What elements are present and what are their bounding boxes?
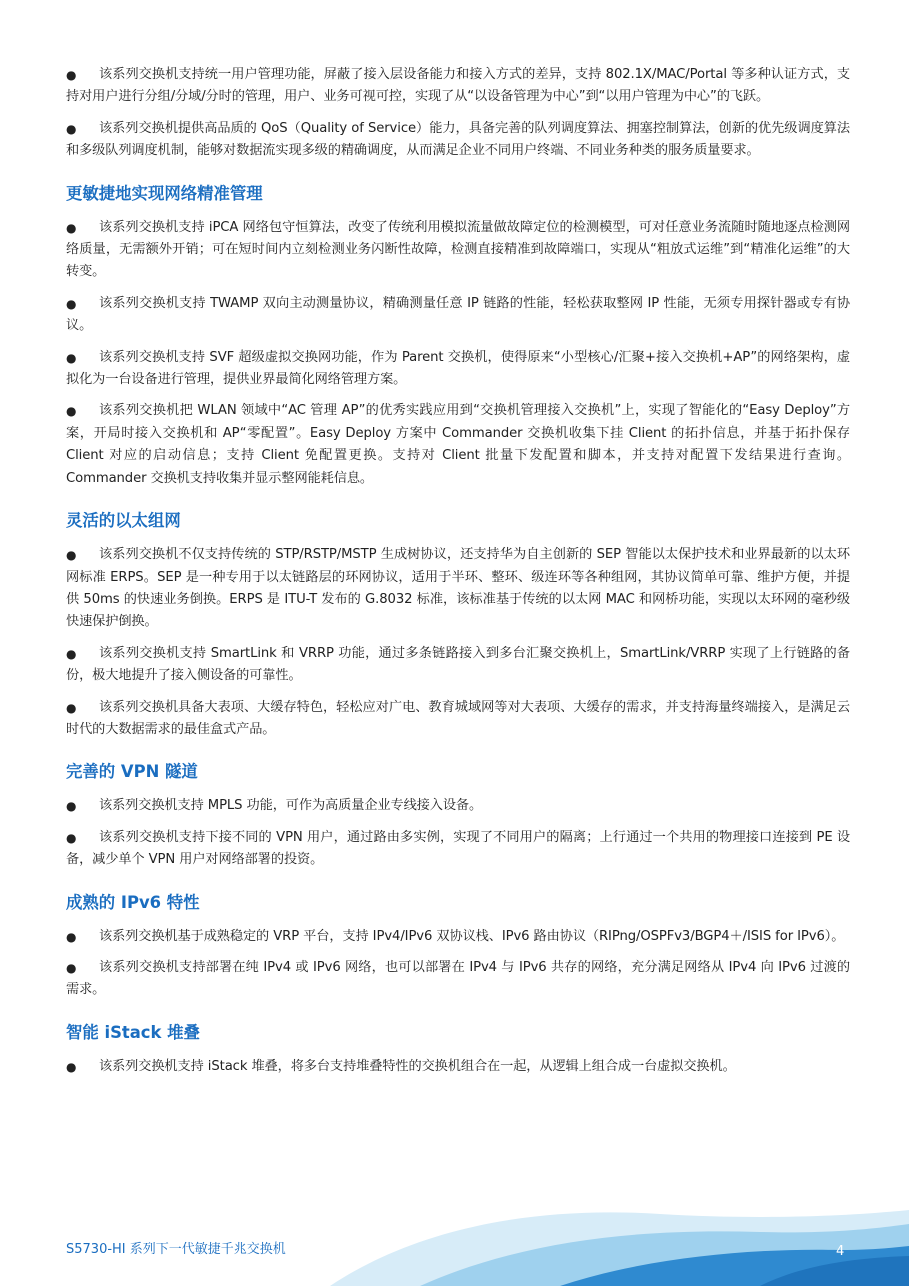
bullet-text: 该系列交换机不仅支持传统的 STP/RSTP/MSTP 生成树协议，还支持华为自主创新的 SEP 智能以太保护技术和业界最新的以太环网标准 ERPS。SEP 是一种专用于以太链路层的环网协议，适用于半环、整环、级连环等各种组网，其协议简单可靠、维护方便，并提供 50ms 的快速业务倒换。ERPS 是 ITU-T 发布的 G.8032 标准，该标准基于传统的以太网 MAC 和网桥功能，实现以太环网的毫秒级快速保护倒换。: [66, 547, 850, 630]
bullet-dot-icon: ●: [66, 350, 77, 365]
bullet-item: [66, 217, 850, 284]
bullet-item: [66, 400, 850, 490]
section-ipv6: [66, 890, 850, 1002]
footer-product-title: S5730-HI 系列下一代敏捷千兆交换机: [66, 1242, 286, 1257]
bullet-dot-icon: ●: [66, 296, 77, 311]
bullet-item: [66, 544, 850, 634]
bullet-item: [66, 827, 850, 872]
bullet-text: 该系列交换机支持 TWAMP 双向主动测量协议，精确测量任意 IP 链路的性能，轻松获取整网 IP 性能，无须专用探针器或专有协议。: [66, 295, 850, 334]
bullet-text: 该系列交换机支持部署在纯 IPv4 或 IPv6 网络，也可以部署在 IPv4 与 IPv6 共存的网络，充分满足网络从 IPv4 向 IPv6 过渡的需求。: [66, 959, 850, 998]
bullet-dot-icon: ●: [66, 220, 77, 235]
page-number: 4: [836, 1244, 845, 1259]
section-heading: 灵活的以太组网: [66, 511, 181, 531]
bullet-dot-icon: ●: [66, 121, 77, 136]
section-ethernet: [66, 508, 850, 741]
document-body: [66, 64, 850, 1087]
bullet-text: 该系列交换机具备大表项、大缓存特色，轻松应对广电、教育城域网等对大表项、大缓存的需求，并支持海量终端接入，是满足云时代的大数据需求的最佳盒式产品。: [66, 699, 850, 737]
bullet-dot-icon: ●: [66, 646, 77, 661]
bullet-text: 该系列交换机基于成熟稳定的 VRP 平台，支持 IPv4/IPv6 双协议栈、IPv6 路由协议（RIPng/OSPFv3/BGP4＋/ISIS for IPv6）。: [99, 928, 845, 944]
bullet-dot-icon: ●: [66, 830, 77, 845]
bullet-item: [66, 293, 850, 338]
bullet-text: 该系列交换机支持 iStack 堆叠，将多台支持堆叠特性的交换机组合在一起，从逻辑上组合成一台虚拟交换机。: [99, 1058, 736, 1074]
bullet-item: [66, 64, 850, 109]
bullet-dot-icon: ●: [66, 68, 77, 82]
bullet-item: [66, 118, 850, 163]
bullet-dot-icon: ●: [66, 548, 77, 563]
section-heading: 成熟的 IPv6 特性: [66, 892, 200, 912]
bullet-text: 该系列交换机把 WLAN 领域中“AC 管理 AP”的优秀实践应用到“交换机管理接入交换机”上，实现了智能化的“Easy Deploy”方案，开局时接入交换机和 AP“零配置”。Easy Deploy 方案中 Commander 交换机收集下挂 Client 的拓扑信息，并基于拓扑保存 Client 对应的启动信息；支持 Client 免配置更换。支持对 Client 批量下发配置和脚本，并支持对配置下发结果进行查询。Commander 交换机支持收集并显示整网能耗信息。: [66, 403, 850, 486]
section-vpn: [66, 759, 850, 871]
bullet-item: [66, 697, 850, 742]
bullet-item: [66, 643, 850, 688]
bullet-item: [66, 926, 850, 948]
intro-section: [66, 64, 850, 163]
bullet-item: [66, 1056, 850, 1078]
bullet-item: [66, 347, 850, 392]
bullet-text: 该系列交换机支持下接不同的 VPN 用户，通过路由多实例，实现了不同用户的隔离；上行通过一个共用的物理接口连接到 PE 设备，减少单个 VPN 用户对网络部署的投资。: [66, 829, 850, 868]
section-heading: 更敏捷地实现网络精准管理: [66, 183, 263, 203]
section-istack: [66, 1020, 850, 1078]
section-heading: 完善的 VPN 隧道: [66, 762, 198, 782]
section-heading: 智能 iStack 堆叠: [66, 1022, 200, 1042]
bullet-dot-icon: ●: [66, 700, 77, 715]
bullet-item: [66, 795, 850, 817]
bullet-dot-icon: ●: [66, 929, 77, 944]
section-management: [66, 181, 850, 490]
bullet-text: 该系列交换机支持 iPCA 网络包守恒算法，改变了传统利用模拟流量做故障定位的检测模型，可对任意业务流随时随地逐点检测网络质量，无需额外开销；可在短时间内立刻检测业务闪断性故障，检测直接精准到故障端口，实现从“粗放式运维”到“精准化运维”的大转变。: [66, 219, 850, 280]
bullet-text: 该系列交换机支持 SVF 超级虚拟交换网功能，作为 Parent 交换机，使得原来“小型核心/汇聚+接入交换机+AP”的网络架构，虚拟化为一台设备进行管理，提供业界最简化网络管理方案。: [66, 349, 850, 388]
bullet-dot-icon: ●: [66, 799, 77, 814]
bullet-text: 该系列交换机支持统一用户管理功能，屏蔽了接入层设备能力和接入方式的差异，支持 802.1X/MAC/Portal 等多种认证方式，支持对用户进行分组/分域/分时的管理，用户、业务可视可控，实现了从“以设备管理为中心”到“以用户管理为中心”的飞跃。: [66, 67, 850, 105]
bullet-item: [66, 957, 850, 1002]
bullet-dot-icon: ●: [66, 1059, 77, 1074]
bullet-dot-icon: ●: [66, 404, 77, 419]
bullet-text: 该系列交换机提供高品质的 QoS（Quality of Service）能力，具备完善的队列调度算法、拥塞控制算法，创新的优先级调度算法和多级队列调度机制，能够对数据流实现多级的精确调度，从而满足企业不同用户终端、不同业务种类的服务质量要求。: [66, 120, 850, 159]
bullet-dot-icon: ●: [66, 960, 77, 975]
bullet-text: 该系列交换机支持 SmartLink 和 VRRP 功能，通过多条链路接入到多台汇聚交换机上，SmartLink/VRRP 实现了上行链路的备份，极大地提升了接入侧设备的可靠性。: [66, 645, 850, 684]
bullet-text: 该系列交换机支持 MPLS 功能，可作为高质量企业专线接入设备。: [99, 798, 483, 814]
